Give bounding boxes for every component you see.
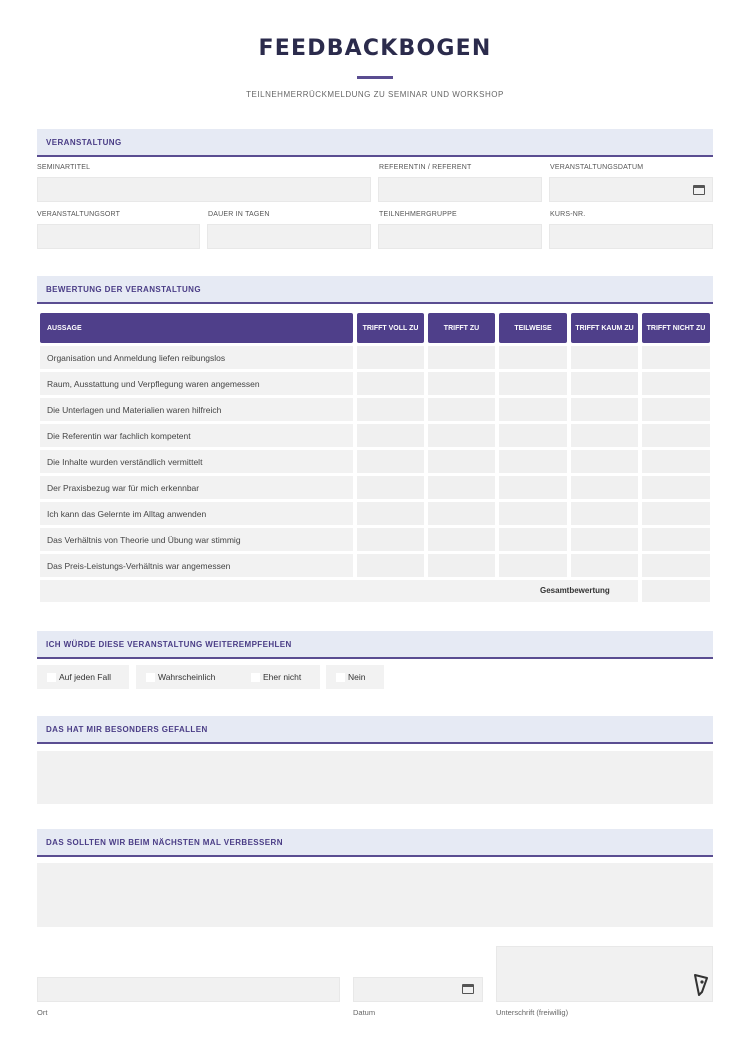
rating-cell[interactable] (499, 346, 567, 369)
option-no[interactable] (326, 665, 384, 689)
rating-cell[interactable] (357, 424, 424, 447)
rating-cell[interactable] (642, 346, 710, 369)
section-title-event: VERANSTALTUNG (46, 138, 122, 147)
section-title-recommend: ICH WÜRDE DIESE VERANSTALTUNG WEITEREMPFEHLEN (46, 640, 292, 649)
rating-cell[interactable] (571, 502, 638, 525)
option-label: Wahrscheinlich (158, 672, 216, 682)
rating-cell[interactable] (357, 398, 424, 421)
rating-cell[interactable] (499, 476, 567, 499)
course-no-label: KURS-NR. (550, 211, 586, 218)
event-date-field[interactable] (549, 177, 713, 202)
rating-row-label: Die Unterlagen und Materialien waren hilfreich (40, 398, 353, 421)
rating-cell[interactable] (499, 372, 567, 395)
option-definitely[interactable] (37, 665, 129, 689)
rating-cell[interactable] (428, 476, 495, 499)
rating-cell[interactable] (357, 372, 424, 395)
rating-row-label: Das Verhältnis von Theorie und Übung war stimmig (40, 528, 353, 551)
calendar-icon[interactable] (462, 984, 474, 994)
rating-row-label: Der Praxisbezug war für mich erkennbar (40, 476, 353, 499)
rating-cell[interactable] (571, 346, 638, 369)
option-rather-not[interactable] (241, 665, 320, 689)
date-label: Datum (353, 1008, 376, 1017)
checkbox[interactable] (251, 673, 260, 682)
rating-row-label: Die Referentin war fachlich kompetent (40, 424, 353, 447)
rating-cell[interactable] (499, 450, 567, 473)
rating-row-label: Das Preis-Leistungs-Verhältnis war angemessen (40, 554, 353, 577)
duration-field[interactable] (207, 224, 371, 249)
total-rating-cell[interactable] (642, 580, 710, 602)
rating-cell[interactable] (357, 476, 424, 499)
course-no-field[interactable] (549, 224, 713, 249)
rating-cell[interactable] (428, 450, 495, 473)
rating-cell[interactable] (428, 528, 495, 551)
rating-row-label: Organisation und Anmeldung liefen reibungslos (40, 346, 353, 369)
rating-cell[interactable] (642, 502, 710, 525)
column-header-hardly: TRIFFT KAUM ZU (571, 313, 638, 343)
calendar-icon[interactable] (693, 185, 705, 195)
place-label: Ort (37, 1008, 48, 1017)
place-field[interactable] (37, 977, 340, 1002)
rating-cell[interactable] (571, 398, 638, 421)
checkbox[interactable] (146, 673, 155, 682)
section-header-rating (37, 276, 713, 304)
section-header-improve (37, 829, 713, 857)
total-rating-label: Gesamtbewertung (540, 586, 610, 595)
option-label: Eher nicht (263, 672, 302, 682)
rating-cell[interactable] (642, 554, 710, 577)
rating-cell[interactable] (428, 372, 495, 395)
signature-label: Unterschrift (freiwillig) (496, 1008, 569, 1017)
location-field[interactable] (37, 224, 200, 249)
signature-field[interactable] (496, 946, 713, 1002)
section-title-rating: BEWERTUNG DER VERANSTALTUNG (46, 285, 201, 294)
rating-cell[interactable] (428, 554, 495, 577)
column-header-not-at-all: TRIFFT NICHT ZU (642, 313, 710, 343)
seminar-title-field[interactable] (37, 177, 371, 202)
rating-cell[interactable] (571, 528, 638, 551)
rating-cell[interactable] (571, 372, 638, 395)
duration-label: DAUER IN TAGEN (208, 211, 270, 218)
page-title: FEEDBACKBOGEN (258, 36, 492, 61)
pen-nib-icon (693, 973, 709, 997)
rating-cell[interactable] (571, 476, 638, 499)
checkbox[interactable] (47, 673, 56, 682)
rating-cell[interactable] (428, 346, 495, 369)
rating-cell[interactable] (499, 554, 567, 577)
column-header-partly: TEILWEISE (499, 313, 567, 343)
rating-cell[interactable] (428, 424, 495, 447)
liked-textarea[interactable] (37, 751, 713, 804)
section-title-liked: DAS HAT MIR BESONDERS GEFALLEN (46, 725, 208, 734)
rating-cell[interactable] (642, 398, 710, 421)
section-title-improve: DAS SOLLTEN WIR BEIM NÄCHSTEN MAL VERBESSERN (46, 838, 283, 847)
option-probably[interactable] (136, 665, 246, 689)
column-header-statement: AUSSAGE (40, 313, 353, 343)
improve-textarea[interactable] (37, 863, 713, 927)
location-label: VERANSTALTUNGSORT (37, 211, 121, 218)
option-label: Auf jeden Fall (59, 672, 111, 682)
rating-cell[interactable] (642, 476, 710, 499)
rating-row-label: Die Inhalte wurden verständlich vermittelt (40, 450, 353, 473)
rating-cell[interactable] (357, 346, 424, 369)
rating-cell[interactable] (642, 450, 710, 473)
column-header-fully-agree: TRIFFT VOLL ZU (357, 313, 424, 343)
rating-cell[interactable] (571, 450, 638, 473)
rating-cell[interactable] (571, 554, 638, 577)
speaker-field[interactable] (378, 177, 542, 202)
option-label: Nein (348, 672, 366, 682)
rating-row-label: Raum, Ausstattung und Verpflegung waren angemessen (40, 372, 353, 395)
rating-cell[interactable] (428, 398, 495, 421)
rating-row-label: Ich kann das Gelernte im Alltag anwenden (40, 502, 353, 525)
rating-cell[interactable] (357, 528, 424, 551)
rating-cell[interactable] (642, 372, 710, 395)
rating-cell[interactable] (499, 502, 567, 525)
rating-cell[interactable] (571, 424, 638, 447)
page-subtitle: TEILNEHMERRÜCKMELDUNG ZU SEMINAR UND WORKSHOP (246, 90, 504, 99)
seminar-title-label: SEMINARTITEL (37, 164, 91, 171)
rating-cell[interactable] (642, 528, 710, 551)
speaker-label: REFERENTIN / REFERENT (379, 164, 472, 171)
rating-cell[interactable] (499, 398, 567, 421)
section-header-recommend (37, 631, 713, 659)
section-header-event (37, 129, 713, 157)
group-label: TEILNEHMERGRUPPE (379, 211, 457, 218)
group-field[interactable] (378, 224, 542, 249)
rating-cell[interactable] (642, 424, 710, 447)
rating-cell[interactable] (357, 450, 424, 473)
event-date-label: VERANSTALTUNGSDATUM (550, 164, 644, 171)
rating-cell[interactable] (428, 502, 495, 525)
section-header-liked (37, 716, 713, 744)
rating-cell[interactable] (357, 554, 424, 577)
rating-cell[interactable] (357, 502, 424, 525)
column-header-agree: TRIFFT ZU (428, 313, 495, 343)
rating-cell[interactable] (499, 424, 567, 447)
checkbox[interactable] (336, 673, 345, 682)
title-underline (357, 76, 393, 79)
rating-cell[interactable] (499, 528, 567, 551)
